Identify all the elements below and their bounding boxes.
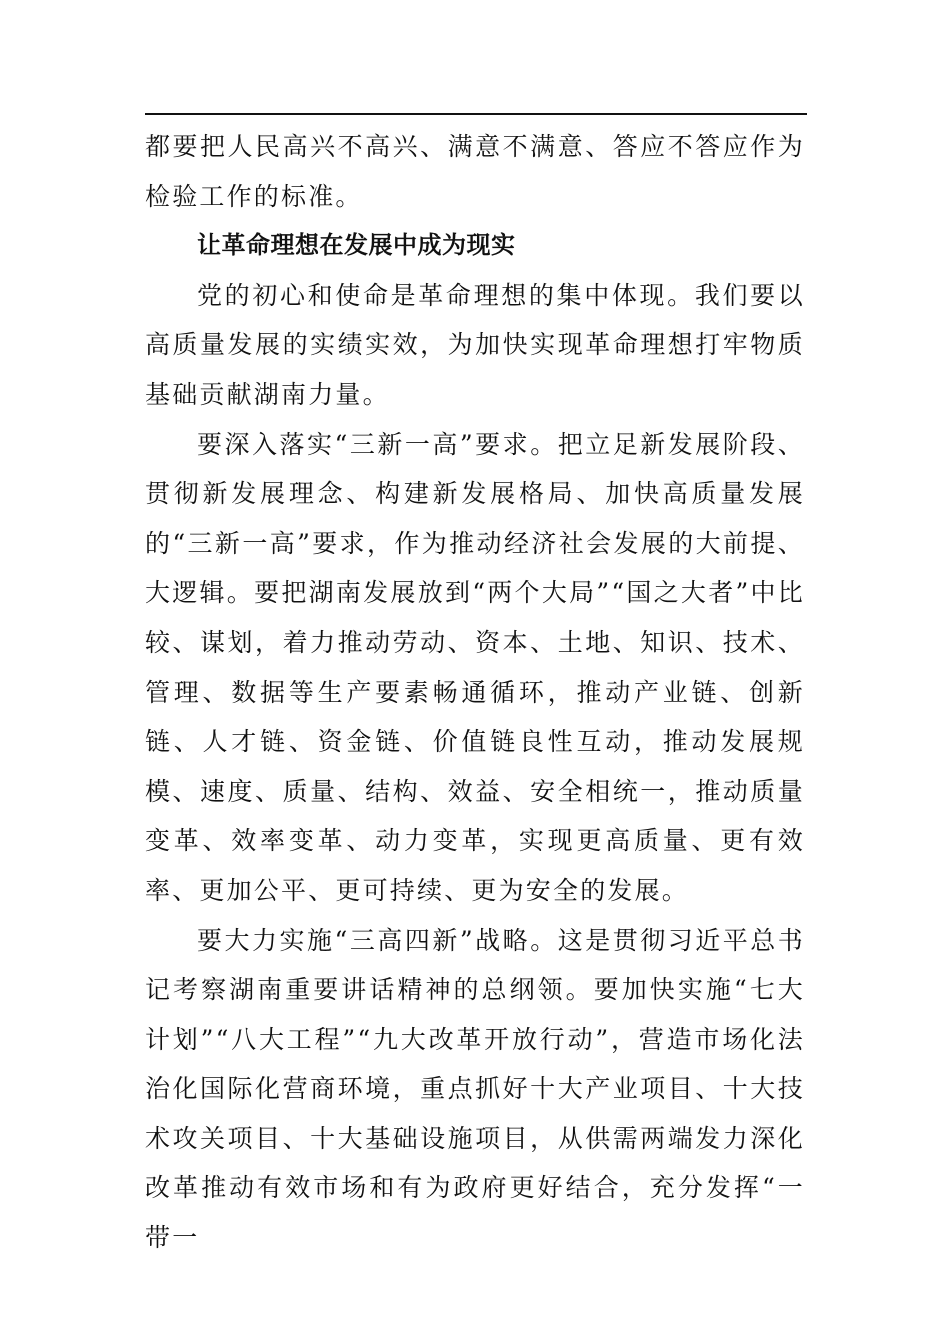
paragraph-three-high-four-new: 要大力实施“三高四新”战略。这是贯彻习近平总书记考察湖南重要讲话精神的总纲领。要加快实施“七大计划”“八大工程”“九大改革开放行动”，营造市场化法治化国际化营商环境，重点抓好十大产业项目、十大技术攻关项目、十大基础设施项目，从供需两端发力深化改革推动有效市场和有为政府更好结合，充分发挥“一带一 xyxy=(145,925,805,1253)
header-rule xyxy=(145,113,807,115)
paragraph-three-new-one-high: 要深入落实“三新一高”要求。把立足新发展阶段、贯彻新发展理念、构建新发展格局、加快高质量发展的“三新一高”要求，作为推动经济社会发展的大前提、大逻辑。要把湖南发展放到“两个大局”“国之大者”中比较、谋划，着力推动劳动、资本、土地、知识、技术、管理、数据等生产要素畅通循环，推动产业链、创新链、人才链、资金链、价值链良性互动，推动发展规模、速度、质量、结构、效益、安全相统一，推动质量变革、效率变革、动力变革，实现更高质量、更有效率、更加公平、更可持续、更为安全的发展。 xyxy=(145,429,805,905)
document-body xyxy=(145,122,805,1263)
paragraph-intro: 党的初心和使命是革命理想的集中体现。我们要以高质量发展的实绩实效，为加快实现革命理想打牢物质基础贡献湖南力量。 xyxy=(145,280,805,409)
section-heading: 让革命理想在发展中成为现实 xyxy=(197,231,516,260)
continuation-paragraph: 都要把人民高兴不高兴、满意不满意、答应不答应作为检验工作的标准。 xyxy=(145,132,805,211)
